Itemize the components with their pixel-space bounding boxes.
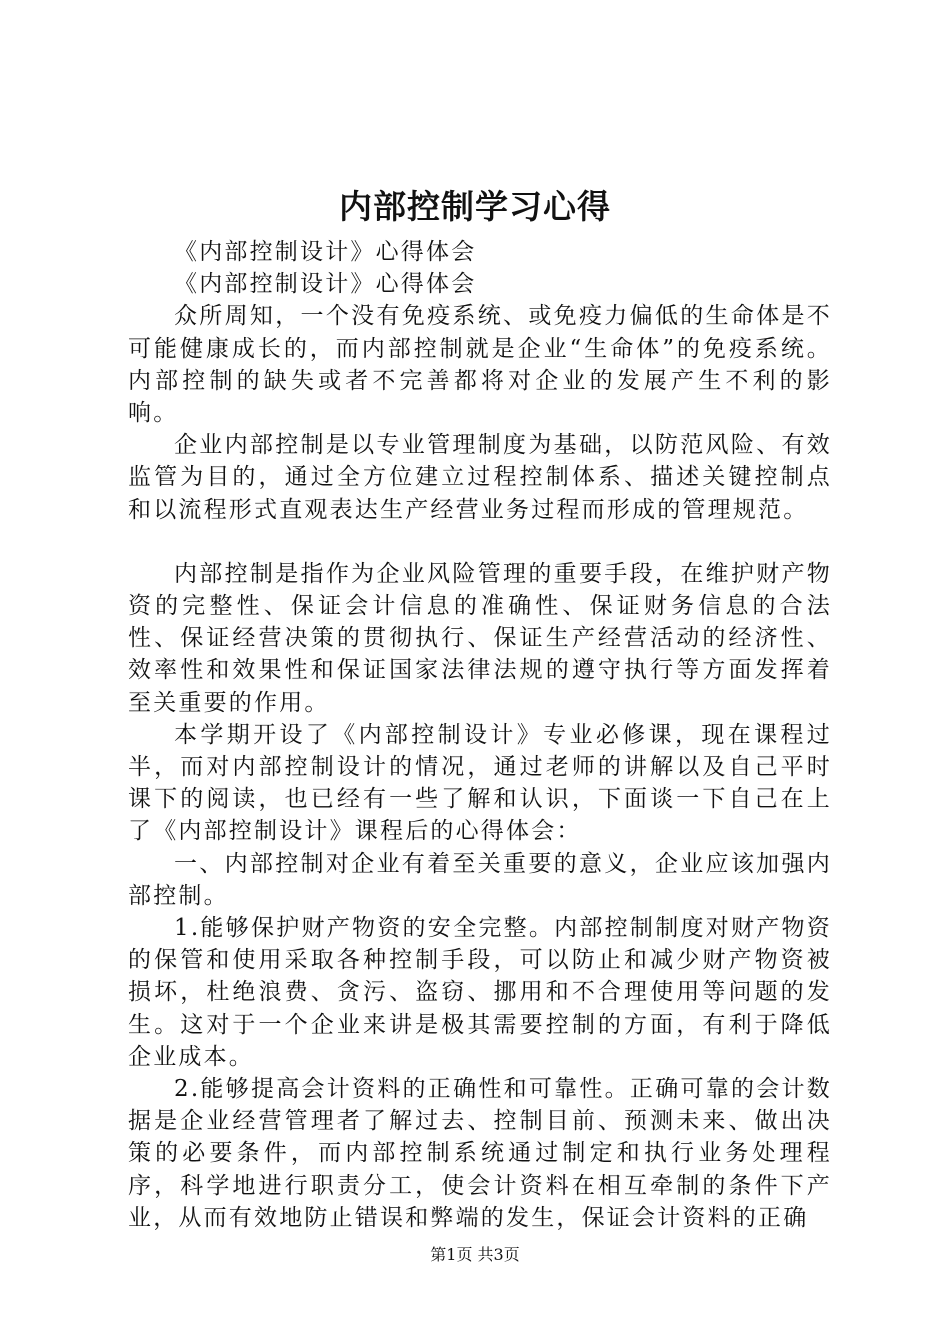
paragraph-course: 本学期开设了《内部控制设计》专业必修课，现在课程过半，而对内部控制设计的情况，通过老师的讲解以及自己平时课下的阅读，也已经有一些了解和认识，下面谈一下自己在上了《内部控制设计》课程后的心得体会： bbox=[128, 721, 832, 845]
paragraph-intro: 众所周知，一个没有免疫系统、或免疫力偏低的生命体是不可能健康成长的，而内部控制就是企业“生命体”的免疫系统。内部控制的缺失或者不完善都将对企业的发展产生不利的影响。 bbox=[128, 303, 832, 427]
page-number-footer: 第1页 共3页 bbox=[430, 1245, 520, 1264]
document-body bbox=[128, 236, 832, 1234]
paragraph-point-one: 1.能够保护财产物资的安全完整。内部控制制度对财产物资的保管和使用采取各种控制手段，可以防止和减少财产物资被损坏，杜绝浪费、贪污、盗窃、挪用和不合理使用等问题的发生。这对于一个企业来讲是极其需要控制的方面，有利于降低企业成本。 bbox=[128, 915, 832, 1070]
paragraph-section-one: 一、内部控制对企业有着至关重要的意义，企业应该加强内部控制。 bbox=[128, 850, 832, 909]
paragraph-subtitle-1: 《内部控制设计》心得体会 bbox=[174, 239, 477, 265]
paragraph-importance: 内部控制是指作为企业风险管理的重要手段，在维护财产物资的完整性、保证会计信息的准确性、保证财务信息的合法性、保证经营决策的贯彻执行、保证生产经营活动的经济性、效率性和效果性和保证国家法律法规的遵守执行等方面发挥着至关重要的作用。 bbox=[128, 560, 832, 716]
paragraph-subtitle-2: 《内部控制设计》心得体会 bbox=[174, 271, 477, 298]
paragraph-definition: 企业内部控制是以专业管理制度为基础，以防范风险、有效监管为目的，通过全方位建立过程控制体系、描述关键控制点和以流程形式直观表达生产经营业务过程而形成的管理规范。 bbox=[128, 432, 832, 523]
document-title: 内部控制学习心得 bbox=[339, 187, 611, 226]
paragraph-point-two: 2.能够提高会计资料的正确性和可靠性。正确可靠的会计数据是企业经营管理者了解过去、控制目前、预测未来、做出决策的必要条件，而内部控制系统通过制定和执行业务处理程序，科学地进行职责分工，使会计资料在相互牵制的条件下产业，从而有效地防止错误和弊端的发生，保证会计资料的正确 bbox=[128, 1076, 832, 1231]
